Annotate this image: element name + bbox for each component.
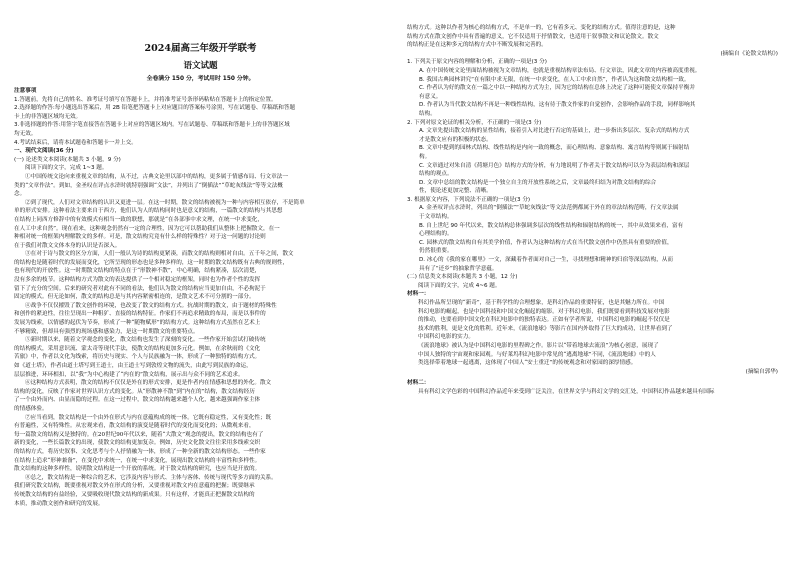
subsection-heading: (二) 信息类文本阅读(本题共 3 小题，12 分) bbox=[407, 274, 518, 281]
subsection-heading: (一) 论述类文本阅读(本题共 3 小题，9 分) bbox=[14, 156, 121, 163]
instruction: 阅读下面的文字，完成 1~3 题。 bbox=[25, 165, 108, 172]
material-line: 科幻电影的崛起，也是中国科技和中国文化崛起的缩影。对于科幻电影，我们既要看到科技发展对电影 bbox=[418, 308, 670, 315]
passage-line: 在于我们对散文文体本身的认识是否深入。 bbox=[14, 242, 121, 249]
notice-line: 4.考试结束后，请将本试题卷和答题卡一并上交。 bbox=[14, 139, 137, 146]
question-stem: 3. 根据原文内容，下列说法不正确的一项是(3 分) bbox=[407, 196, 531, 203]
passage-line: 固定的模式。但无论如何，散文的结构总是与其内容紧密相连的，是散文艺术不可分割的一部分。 bbox=[14, 294, 255, 301]
question-options bbox=[407, 204, 778, 273]
material-line: 中国人独特的宇宙观和家园观。与好莱坞科幻电影中常见的“逃离地球”不同，《流浪地球》中的人 bbox=[418, 351, 656, 358]
material-text bbox=[407, 299, 778, 368]
material-line: 科幻作品所呈现的“新奇”，基于科学性的合理想象，是科幻作品的重要特征，也是其魅力所在。中国 bbox=[418, 300, 665, 306]
answer-option: A. 文章先提出散文结构的显性结构，接着引入对比进行否定的基础上，进一步指出多层次、复杂式的结构方式 bbox=[419, 128, 690, 135]
passage-line: 我们研究散文结构，既要重视对散文外在形式的分析，又要重视对散文内在意蕴的把握；既要继承 bbox=[14, 483, 255, 490]
material-text bbox=[407, 388, 778, 397]
exam-meta: 全卷满分 150 分，考试用时 150 分钟。 bbox=[146, 76, 255, 82]
passage-line: 没有多余的枝节。这种结构方式为散文的表达提供了一个相对稳定的框架，同时也为作者个性的发挥 bbox=[14, 277, 261, 284]
passage-line: 散文结构的这种多样性，说明散文结构是一个开放的系统。对于散文结构的研究，也应当是开放的。 bbox=[14, 466, 261, 473]
passage-line: 本质，推动散文创作和研究的发展。 bbox=[14, 500, 104, 507]
notice-line: 卡上的非答题区域均无效。 bbox=[14, 113, 82, 120]
question-options bbox=[407, 67, 778, 119]
passage-line: 苦旅》中，作者以文化为线索，将历史与现实、个人与民族融为一体，形成了一种独特的结构方式。 bbox=[14, 354, 261, 361]
passage-line: 的结构模式，采用意识流、蒙太奇等现代手法，使散文的结构更加多元化。例如，在余秋雨的《文化 bbox=[14, 345, 261, 352]
answer-option: B. 文章中提到的园林式结构、线性结构是内向一致的概念，而心理结构、意象结构、寓言结构等则属于辐射结 bbox=[419, 145, 690, 152]
material-line: 《流浪地球》被认为是中国科幻电影的里程碑之作。影片以“带着地球去流浪”为核心创意，展现了 bbox=[418, 342, 659, 349]
answer-option: B. 自上世纪 90 年代以来，散文结构总体强调多层次的线性结构和辐射结构的统一，其中从效果来看，富有 bbox=[419, 222, 684, 229]
answer-option: 构。 bbox=[419, 153, 431, 160]
notice-heading: 注意事项 bbox=[14, 88, 37, 94]
passage-line: 单的形式安排。这种看法主要来自于西方，他们认为人的结构同时也是意义的结构，一篇散文的结构与其思想 bbox=[14, 208, 283, 215]
question-3 bbox=[407, 196, 778, 273]
answer-option: 性，使论述更加完整、清晰。 bbox=[419, 188, 492, 195]
answer-option: 才是散文应有的积极的状态。 bbox=[419, 136, 492, 143]
material-line: 的推动，也要看到中国文化在科幻电影中的独特表达。正如有学者所说，中国科幻电影的崛起不仅仅是 bbox=[418, 317, 670, 324]
answer-option: B. 我国古典园林讲究“在有限中求无限，在统一中求变化，在人工中求自然”，作者认为这和散文结构相一致。 bbox=[419, 76, 690, 83]
answer-option: 心理结构的。 bbox=[419, 231, 453, 238]
notice-line: 3.非选择题的作答:用签字笔直接答在答题卡上对应的答题区域内。写在试题卷、草稿纸和答题卡上的非答题区域 bbox=[14, 122, 290, 129]
notice-line: 1.答题前，先将自己的姓名、准考证号填写在答题卡上，并将准考证号条形码粘贴在答题卡上的指定位置。 bbox=[14, 96, 277, 103]
passage-line: 种相对统一的框架内理解散文的多样。可是，散文结构究竟有什么样的特殊性？对于这一问题的讨论则 bbox=[14, 234, 266, 241]
passage-line: ⑤新时期以来，随着文学观念的变化，散文结构也发生了深刻的变化。一些作家开始尝试打破传统 bbox=[25, 337, 266, 344]
passage-line: 结构的变化，反映了作家对世界认识方式的变化。从“形散神不散”到“内在的”结构，散文结构经历 bbox=[14, 388, 255, 395]
answer-option: 结构。 bbox=[419, 110, 436, 117]
right-column bbox=[397, 0, 794, 562]
passage-line: ①中国传统文论向来重视文章的结构，从不过，古典文论里以部中的结构，更多属于情感布局、行文章法一 bbox=[25, 173, 288, 180]
answer-option: 有意义。 bbox=[419, 93, 442, 100]
passage-line: 结构方式。这种以作者为核心的结构方式，不是单一的，它有着多元、变化的结构方式。值得注意的是，这种 bbox=[407, 25, 676, 31]
answer-option: 于文章结构。 bbox=[419, 214, 453, 221]
passage-line: 新的变化，一些长篇散文的出现，使散文的结构更加复杂。例如，历史文化散文往往采用多线索交织 bbox=[14, 440, 261, 447]
passage-line: 念。 bbox=[14, 191, 26, 198]
passage-line: 也有现代的开放性。这一时期散文结构的特点在于“形散神不散”，中心明确，结构紧凑，层次清楚， bbox=[14, 268, 261, 275]
answer-option: A. 在中国传统文论里面结构被视为文章结构，也就是重视结构章法布局、行文章法，因此文章的内容被高度重视。 bbox=[419, 67, 701, 74]
answer-option: C. 作者认为好的散文在一篇之中以一种结构方式为主，因为它的结构在总体上决定了这种可能使文章保持平衡并 bbox=[419, 85, 695, 92]
answer-option: D. 文章中总结的散文结构是一个独立自主的开放性系统之后，文章最终归结为对散文结构的综合 bbox=[419, 179, 657, 186]
material-line: 技术的胜利，更是文化的胜利。近年来，《流浪地球》等影片在国内外取得了巨大的成功，让世界看到了 bbox=[418, 325, 673, 332]
passage-line: 有普遍性，又有特殊性。从宏观来看，散文结构的演变是随着时代的变化而变化的；从微观来看， bbox=[14, 423, 255, 430]
passage-line: 发展为线索，以情感的起伏为节奏，形成了一种“随物赋形”的结构方式。这种结构方式虽然在艺术上 bbox=[14, 320, 261, 327]
material-source: (摘编自郭华) bbox=[745, 368, 778, 375]
question-2 bbox=[407, 119, 778, 196]
question-1 bbox=[407, 58, 778, 118]
passage-line: 和创作的紧迫性，往往呈现出一种粗犷、直接的结构特征。作家们不再追求精致的布局，而是以事件的 bbox=[14, 311, 266, 318]
notice-list bbox=[14, 96, 387, 148]
passage-line: 的结构方式，将历史叙事、文化思考与个人抒情融为一体，形成了一种全新的散文结构形态。一些作家 bbox=[14, 448, 266, 455]
question-stem: 2. 下列对原文论证的相关分析，不正确的一项是(3 分) bbox=[407, 119, 542, 126]
notice-line: 均无效。 bbox=[14, 130, 37, 137]
passage-line: 的情感体验。 bbox=[14, 405, 48, 412]
passage-line: ②到了现代，人们对文章结构的认识又更进一层。在这一时期，散文的结构被视为一种与内容相互依存，不是简单 bbox=[25, 199, 305, 206]
answer-option: D. 作者认为当代散文结构不再是一种线性结构，这有待于散文作家的自觉创作，会影响作品的手段，同样影响其 bbox=[419, 102, 696, 109]
notice-line: 2.选择题的作答:每小题选出答案后，用 2B 铅笔把答题卡上对应题目的答案标号涂黑，写在试题卷、草稿纸和答题 bbox=[14, 105, 296, 112]
instruction: 阅读下面的文字，完成 4~6 题。 bbox=[418, 282, 501, 289]
question-stem: 1. 下列关于原文内容的理解和分析，正确的一项是(3 分) bbox=[407, 59, 547, 66]
exam-title: 2024届高三年级开学联考 bbox=[144, 43, 257, 54]
passage-line: 的结构正是在这种多元的结构方式中不断发展和完善的。 bbox=[407, 42, 547, 49]
section-heading: 一、现代文阅读(36 分) bbox=[14, 148, 74, 155]
material-line: 中国科幻电影的实力。 bbox=[418, 334, 474, 341]
passage-line: 留下了充分的空间。后来的研究者对此有不同的看法，他们认为散文的结构应当更加自由，不必拘泥于 bbox=[14, 285, 266, 292]
passage-line: ④战争不仅仅摧毁了散文创作的环境，也改变了散文的结构方式。抗战时期的散文，由于题材的特殊性 bbox=[25, 302, 277, 309]
passage-line: 传统散文结构的有益经验，又要吸收现代散文结构的新成果。只有这样，才能真正把握散文结构的 bbox=[14, 491, 255, 498]
exam-subtitle: 语文试题 bbox=[183, 61, 218, 71]
passage-line: 类的“文章作法”。到如，金圣叹在评点水浒时就特别强调“文法”，并列出了“倒插法”“草蛇灰线法”等等文法概 bbox=[14, 182, 284, 189]
answer-option: D. 冰心的《我的家在哪里》一文，深藏着作者面对自己一生，寻找理想和精神的归宿等深层结构，从而 bbox=[419, 257, 673, 264]
passage-line: 如《道士塔》，作者由道士塔写到王道士，由王道士写到敦煌文物的流失，由此写到民族的命运， bbox=[14, 363, 252, 369]
passage-line: ⑧总之，散文结构是一种综合的艺术，它涉及内容与形式、主体与客体、传统与现代等多方面的关系。 bbox=[25, 474, 277, 481]
passage-source: (摘编自《论散文结构》) bbox=[720, 50, 778, 57]
passage-line: 在结构上追求“形神兼备”，在变化中求统一，在统一中求变化，展现出散文结构的丰富性和多样性。 bbox=[14, 457, 261, 464]
answer-option: 仍然很重要。 bbox=[419, 248, 453, 255]
passage-line: ③在对于诗与散文的区分方面，人们一般认为诗的结构更紧凑，而散文的结构则相对自由。五千年之间，散文 bbox=[25, 251, 294, 258]
passage-line: 了一个由外而内、由显而隐的过程。在这一过程中，散文的结构越来越个人化，越来越强调作家主体 bbox=[14, 397, 261, 404]
question-options bbox=[407, 127, 778, 196]
passage-line: 结构方式在散文创作中具有普遍的意义，它不仅适用于抒情散文，也适用于叙事散文和议论散文。散文 bbox=[407, 33, 659, 40]
passage-line: 在人工中求自然”。现在看来，这种观念仍然有一定的合理性，因为它可以帮助我们从整体上把握散文，在一 bbox=[14, 225, 280, 232]
passage-continuation bbox=[407, 24, 778, 50]
passage-line: 每一篇散文的结构又是独特的。在20世纪90年代以来，随着“大散文”观念的提出，散文的结构也有了 bbox=[14, 431, 264, 438]
passage-line: 不够精致，但却具有强烈的现场感和感染力，是这一时期散文的重要特点。 bbox=[14, 328, 199, 335]
passage-line: 层层推进，环环相扣，以“我”为中心构建了“内在的”散文结构，展示出与众不同的艺术追求。 bbox=[14, 371, 244, 378]
passage-line: ⑥这种结构方式表明，散文的结构不仅仅是外在的形式安排，更是作者内在情感和思想的外化。散文 bbox=[25, 380, 272, 387]
answer-option: A. 金圣叹评点水浒时，列出的“倒插法”“草蛇灰线法”等文法范例都属于外在的章法结构范畴，行文章法属 bbox=[419, 205, 679, 212]
answer-option: 结构的观点。 bbox=[419, 171, 453, 178]
passage-line: ⑦应当看到，散文结构是一个由外在形式与内在意蕴构成的统一体。它既有稳定性，又有变化性；既 bbox=[25, 414, 272, 421]
answer-option: C. 园林式的散文结构自有其美学价值，作者认为这种结构方式在当代散文创作中仍然具有重要的价值， bbox=[419, 239, 673, 246]
material-heading: 材料二： bbox=[407, 380, 430, 387]
passage-line: 的结构也是随着时代的发展而变化，它所呈现的形态也是多种多样的，这一时期的散文结构既有古典的规则性， bbox=[14, 259, 289, 266]
material-line: 类选择带着地球一起逃离，这体现了中国人“安土重迁”的传统观念和对家园的深厚情感。 bbox=[418, 360, 637, 367]
passage-line: 在结构上同西方修辞中的有效模式有相当一致的联想，那就是“在各部事中求文理，在统一中求变化， bbox=[14, 216, 263, 223]
reading-passage bbox=[14, 173, 387, 508]
material-line: 具有科幻文学色彩的中国科幻作品近年来受到广泛关注，在世界文学与科幻文学的交汇处，中国科幻作品越来越具有国际 bbox=[418, 388, 715, 395]
answer-option: C. 文章通过对朱自清《荷塘月色》结构方式的分析，有力地说明了作者关于散文结构可以分为表层结构和深层 bbox=[419, 162, 690, 169]
material-heading: 材料一： bbox=[407, 291, 430, 298]
answer-option: 具有了“还乡”的抽象哲学意蕴。 bbox=[419, 265, 498, 272]
